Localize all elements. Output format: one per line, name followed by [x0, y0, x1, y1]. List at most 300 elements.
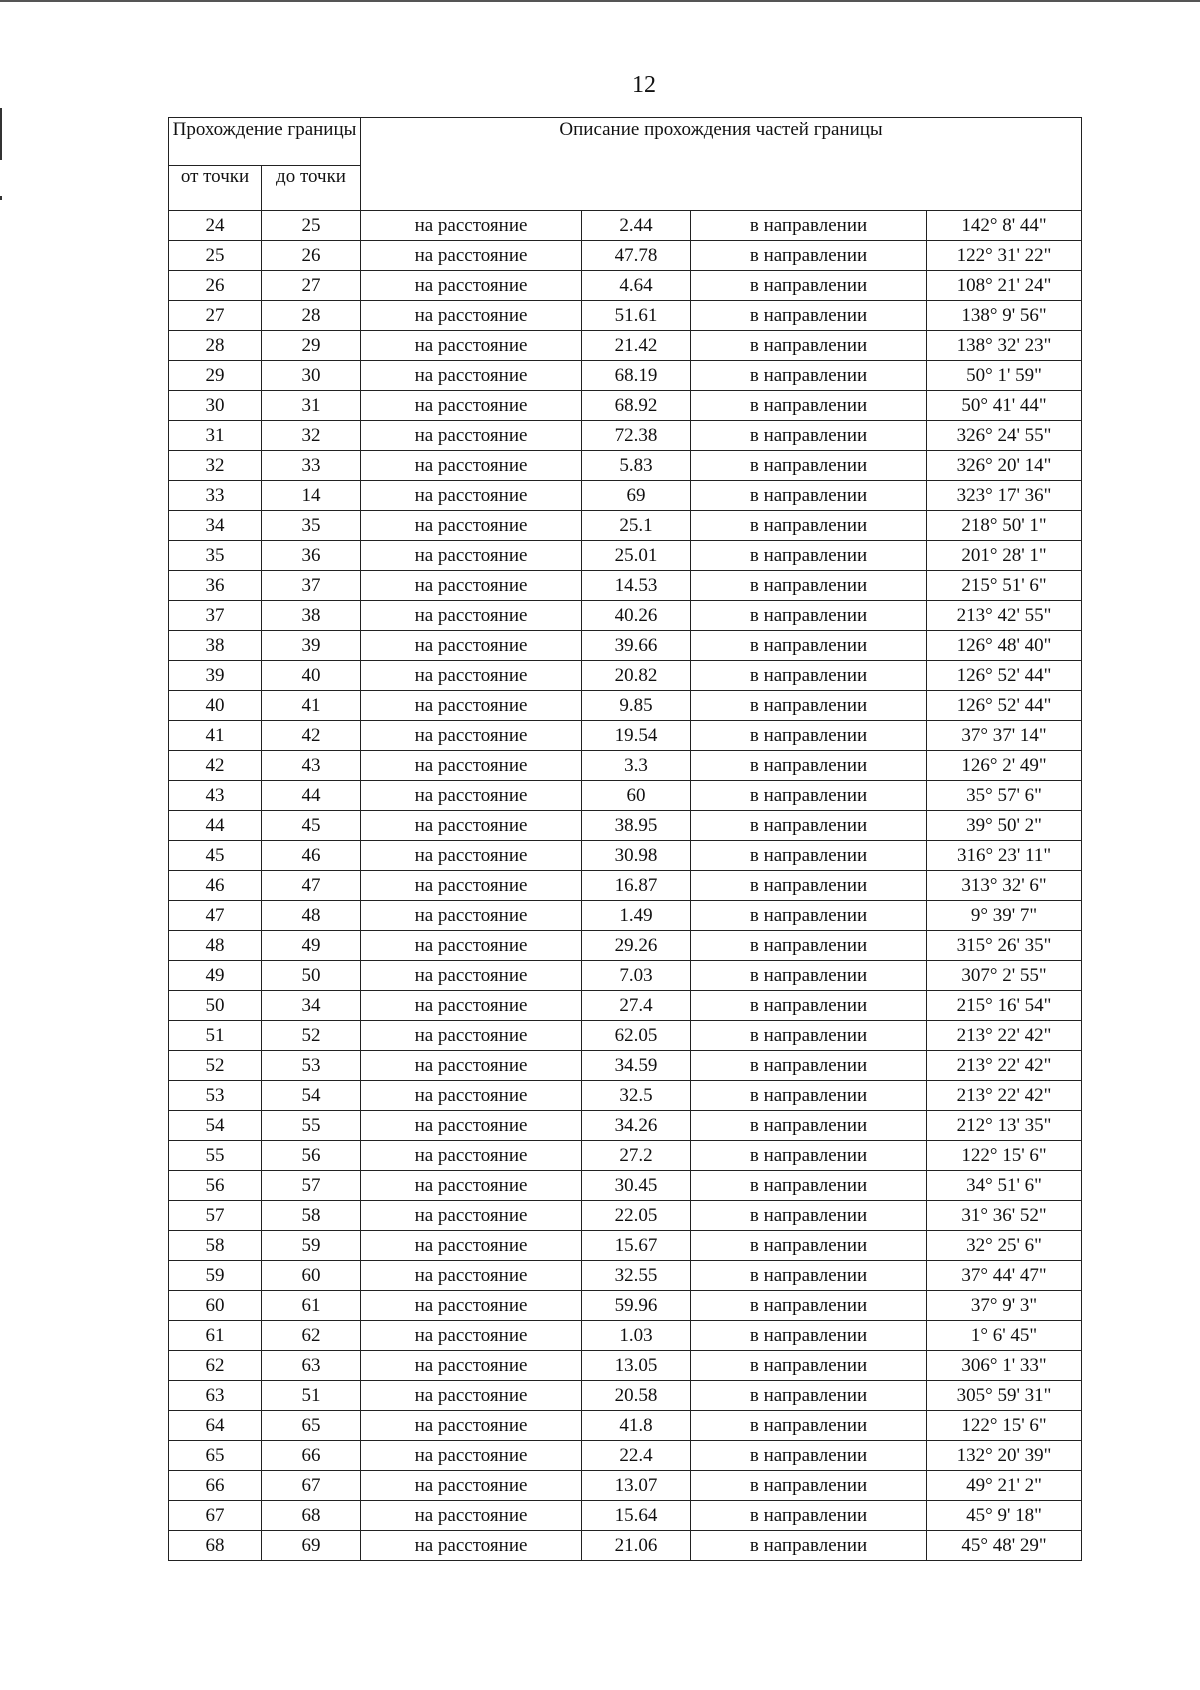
cell-direction-label: в направлении — [691, 481, 927, 511]
cell-to-point: 14 — [262, 481, 361, 511]
cell-distance-value: 51.61 — [582, 301, 691, 331]
cell-distance-value: 30.45 — [582, 1171, 691, 1201]
cell-from-point: 68 — [169, 1531, 262, 1561]
table-row — [169, 1381, 1082, 1411]
cell-direction-angle: 32° 25' 6" — [927, 1231, 1082, 1261]
cell-direction-angle: 138° 32' 23" — [927, 331, 1082, 361]
cell-direction-angle: 315° 26' 35" — [927, 931, 1082, 961]
cell-distance-value: 34.59 — [582, 1051, 691, 1081]
cell-from-point: 62 — [169, 1351, 262, 1381]
cell-direction-angle: 9° 39' 7" — [927, 901, 1082, 931]
cell-to-point: 41 — [262, 691, 361, 721]
cell-to-point: 56 — [262, 1141, 361, 1171]
cell-direction-angle: 306° 1' 33" — [927, 1351, 1082, 1381]
cell-distance-label: на расстояние — [361, 691, 582, 721]
cell-distance-label: на расстояние — [361, 1171, 582, 1201]
cell-distance-value: 20.82 — [582, 661, 691, 691]
table-row — [169, 1351, 1082, 1381]
cell-direction-angle: 45° 9' 18" — [927, 1501, 1082, 1531]
table-row — [169, 691, 1082, 721]
cell-distance-value: 38.95 — [582, 811, 691, 841]
cell-to-point: 39 — [262, 631, 361, 661]
cell-direction-angle: 122° 15' 6" — [927, 1141, 1082, 1171]
table-row — [169, 991, 1082, 1021]
cell-distance-label: на расстояние — [361, 1411, 582, 1441]
cell-distance-label: на расстояние — [361, 301, 582, 331]
cell-direction-angle: 34° 51' 6" — [927, 1171, 1082, 1201]
cell-from-point: 61 — [169, 1321, 262, 1351]
cell-distance-label: на расстояние — [361, 331, 582, 361]
cell-distance-label: на расстояние — [361, 1111, 582, 1141]
cell-distance-value: 21.06 — [582, 1531, 691, 1561]
cell-to-point: 44 — [262, 781, 361, 811]
cell-to-point: 29 — [262, 331, 361, 361]
cell-distance-value: 9.85 — [582, 691, 691, 721]
cell-distance-value: 15.67 — [582, 1231, 691, 1261]
cell-direction-label: в направлении — [691, 871, 927, 901]
table-row — [169, 661, 1082, 691]
cell-direction-angle: 108° 21' 24" — [927, 271, 1082, 301]
cell-from-point: 38 — [169, 631, 262, 661]
cell-distance-label: на расстояние — [361, 1531, 582, 1561]
cell-direction-label: в направлении — [691, 661, 927, 691]
cell-distance-label: на расстояние — [361, 241, 582, 271]
cell-from-point: 46 — [169, 871, 262, 901]
cell-direction-label: в направлении — [691, 391, 927, 421]
header-passage: Прохождение границы — [169, 118, 361, 166]
table-row — [169, 781, 1082, 811]
cell-to-point: 53 — [262, 1051, 361, 1081]
cell-direction-label: в направлении — [691, 1351, 927, 1381]
cell-distance-value: 13.05 — [582, 1351, 691, 1381]
cell-direction-label: в направлении — [691, 1321, 927, 1351]
cell-distance-label: на расстояние — [361, 841, 582, 871]
cell-direction-label: в направлении — [691, 511, 927, 541]
cell-distance-value: 30.98 — [582, 841, 691, 871]
cell-to-point: 38 — [262, 601, 361, 631]
cell-direction-angle: 132° 20' 39" — [927, 1441, 1082, 1471]
cell-to-point: 55 — [262, 1111, 361, 1141]
cell-direction-angle: 1° 6' 45" — [927, 1321, 1082, 1351]
cell-distance-value: 15.64 — [582, 1501, 691, 1531]
cell-direction-angle: 316° 23' 11" — [927, 841, 1082, 871]
cell-to-point: 67 — [262, 1471, 361, 1501]
cell-direction-angle: 326° 20' 14" — [927, 451, 1082, 481]
scan-top-rule — [0, 0, 1200, 2]
cell-distance-label: на расстояние — [361, 961, 582, 991]
cell-from-point: 63 — [169, 1381, 262, 1411]
cell-distance-value: 39.66 — [582, 631, 691, 661]
cell-direction-label: в направлении — [691, 631, 927, 661]
cell-distance-label: на расстояние — [361, 1351, 582, 1381]
cell-direction-angle: 122° 31' 22" — [927, 241, 1082, 271]
cell-direction-angle: 305° 59' 31" — [927, 1381, 1082, 1411]
cell-to-point: 63 — [262, 1351, 361, 1381]
cell-direction-angle: 126° 52' 44" — [927, 661, 1082, 691]
cell-distance-label: на расстояние — [361, 421, 582, 451]
cell-distance-label: на расстояние — [361, 1201, 582, 1231]
cell-direction-angle: 126° 2' 49" — [927, 751, 1082, 781]
cell-direction-angle: 201° 28' 1" — [927, 541, 1082, 571]
cell-to-point: 32 — [262, 421, 361, 451]
table-row — [169, 1111, 1082, 1141]
table-header — [169, 118, 1082, 211]
cell-distance-value: 7.03 — [582, 961, 691, 991]
cell-direction-label: в направлении — [691, 751, 927, 781]
cell-from-point: 25 — [169, 241, 262, 271]
cell-distance-label: на расстояние — [361, 1021, 582, 1051]
cell-from-point: 39 — [169, 661, 262, 691]
cell-direction-label: в направлении — [691, 1531, 927, 1561]
cell-distance-label: на расстояние — [361, 1231, 582, 1261]
table-row — [169, 271, 1082, 301]
table-row — [169, 1261, 1082, 1291]
cell-distance-label: на расстояние — [361, 271, 582, 301]
cell-from-point: 33 — [169, 481, 262, 511]
cell-to-point: 28 — [262, 301, 361, 331]
cell-distance-value: 21.42 — [582, 331, 691, 361]
cell-from-point: 57 — [169, 1201, 262, 1231]
cell-to-point: 54 — [262, 1081, 361, 1111]
cell-distance-value: 16.87 — [582, 871, 691, 901]
cell-direction-label: в направлении — [691, 1171, 927, 1201]
cell-direction-label: в направлении — [691, 421, 927, 451]
cell-distance-value: 1.03 — [582, 1321, 691, 1351]
table-row — [169, 961, 1082, 991]
cell-direction-label: в направлении — [691, 781, 927, 811]
cell-distance-label: на расстояние — [361, 1441, 582, 1471]
cell-to-point: 47 — [262, 871, 361, 901]
table-row — [169, 241, 1082, 271]
cell-distance-value: 29.26 — [582, 931, 691, 961]
cell-to-point: 33 — [262, 451, 361, 481]
cell-to-point: 31 — [262, 391, 361, 421]
table-row — [169, 1411, 1082, 1441]
cell-distance-label: на расстояние — [361, 1501, 582, 1531]
cell-direction-label: в направлении — [691, 1051, 927, 1081]
cell-direction-label: в направлении — [691, 451, 927, 481]
cell-distance-value: 5.83 — [582, 451, 691, 481]
cell-to-point: 27 — [262, 271, 361, 301]
cell-direction-angle: 213° 22' 42" — [927, 1051, 1082, 1081]
cell-from-point: 41 — [169, 721, 262, 751]
cell-from-point: 43 — [169, 781, 262, 811]
cell-distance-value: 59.96 — [582, 1291, 691, 1321]
cell-direction-label: в направлении — [691, 571, 927, 601]
table-row — [169, 1231, 1082, 1261]
table-row — [169, 751, 1082, 781]
cell-direction-label: в направлении — [691, 1021, 927, 1051]
table-row — [169, 331, 1082, 361]
cell-distance-value: 69 — [582, 481, 691, 511]
cell-to-point: 65 — [262, 1411, 361, 1441]
cell-to-point: 61 — [262, 1291, 361, 1321]
cell-from-point: 42 — [169, 751, 262, 781]
cell-distance-label: на расстояние — [361, 1381, 582, 1411]
cell-distance-value: 62.05 — [582, 1021, 691, 1051]
cell-distance-label: на расстояние — [361, 1321, 582, 1351]
cell-to-point: 60 — [262, 1261, 361, 1291]
cell-to-point: 59 — [262, 1231, 361, 1261]
cell-distance-value: 47.78 — [582, 241, 691, 271]
table-row — [169, 301, 1082, 331]
cell-from-point: 27 — [169, 301, 262, 331]
cell-distance-label: на расстояние — [361, 991, 582, 1021]
cell-direction-angle: 138° 9' 56" — [927, 301, 1082, 331]
cell-to-point: 49 — [262, 931, 361, 961]
cell-distance-value: 72.38 — [582, 421, 691, 451]
cell-to-point: 48 — [262, 901, 361, 931]
cell-from-point: 28 — [169, 331, 262, 361]
cell-direction-label: в направлении — [691, 691, 927, 721]
cell-from-point: 34 — [169, 511, 262, 541]
table-row — [169, 1291, 1082, 1321]
cell-to-point: 26 — [262, 241, 361, 271]
table-row — [169, 811, 1082, 841]
cell-direction-angle: 126° 52' 44" — [927, 691, 1082, 721]
cell-direction-label: в направлении — [691, 331, 927, 361]
cell-direction-angle: 212° 13' 35" — [927, 1111, 1082, 1141]
table-row — [169, 1441, 1082, 1471]
table-row — [169, 901, 1082, 931]
cell-from-point: 59 — [169, 1261, 262, 1291]
cell-distance-value: 27.2 — [582, 1141, 691, 1171]
cell-direction-angle: 37° 44' 47" — [927, 1261, 1082, 1291]
cell-distance-label: на расстояние — [361, 451, 582, 481]
cell-from-point: 40 — [169, 691, 262, 721]
table-row — [169, 481, 1082, 511]
cell-distance-value: 14.53 — [582, 571, 691, 601]
cell-to-point: 43 — [262, 751, 361, 781]
cell-to-point: 62 — [262, 1321, 361, 1351]
table-row — [169, 1081, 1082, 1111]
cell-direction-angle: 37° 9' 3" — [927, 1291, 1082, 1321]
cell-direction-label: в направлении — [691, 721, 927, 751]
cell-direction-angle: 142° 8' 44" — [927, 211, 1082, 241]
cell-distance-value: 25.1 — [582, 511, 691, 541]
cell-from-point: 47 — [169, 901, 262, 931]
cell-distance-value: 1.49 — [582, 901, 691, 931]
cell-direction-label: в направлении — [691, 271, 927, 301]
header-from-point: от точки — [169, 166, 262, 211]
cell-to-point: 46 — [262, 841, 361, 871]
cell-direction-label: в направлении — [691, 541, 927, 571]
cell-direction-angle: 213° 22' 42" — [927, 1081, 1082, 1111]
cell-distance-value: 19.54 — [582, 721, 691, 751]
cell-direction-label: в направлении — [691, 961, 927, 991]
cell-direction-label: в направлении — [691, 601, 927, 631]
cell-distance-value: 20.58 — [582, 1381, 691, 1411]
cell-distance-label: на расстояние — [361, 781, 582, 811]
table-body — [169, 211, 1082, 1561]
table-row — [169, 1501, 1082, 1531]
cell-direction-label: в направлении — [691, 1081, 927, 1111]
cell-distance-label: на расстояние — [361, 571, 582, 601]
cell-to-point: 42 — [262, 721, 361, 751]
cell-from-point: 37 — [169, 601, 262, 631]
cell-from-point: 35 — [169, 541, 262, 571]
cell-distance-label: на расстояние — [361, 1471, 582, 1501]
table-row — [169, 511, 1082, 541]
cell-distance-label: на расстояние — [361, 211, 582, 241]
table-row — [169, 841, 1082, 871]
cell-to-point: 58 — [262, 1201, 361, 1231]
cell-direction-angle: 213° 22' 42" — [927, 1021, 1082, 1051]
cell-direction-label: в направлении — [691, 361, 927, 391]
table-row — [169, 631, 1082, 661]
scan-binding-mark — [0, 108, 2, 160]
cell-distance-label: на расстояние — [361, 1051, 582, 1081]
table-row — [169, 541, 1082, 571]
table-row — [169, 391, 1082, 421]
cell-distance-label: на расстояние — [361, 631, 582, 661]
cell-distance-value: 68.19 — [582, 361, 691, 391]
cell-distance-label: на расстояние — [361, 1291, 582, 1321]
cell-to-point: 25 — [262, 211, 361, 241]
page-number: 12 — [632, 72, 656, 98]
cell-distance-label: на расстояние — [361, 661, 582, 691]
cell-direction-angle: 31° 36' 52" — [927, 1201, 1082, 1231]
cell-to-point: 30 — [262, 361, 361, 391]
cell-distance-label: на расстояние — [361, 481, 582, 511]
cell-direction-label: в направлении — [691, 1231, 927, 1261]
table-row — [169, 1471, 1082, 1501]
table-row — [169, 1141, 1082, 1171]
cell-distance-value: 22.4 — [582, 1441, 691, 1471]
cell-direction-angle: 326° 24' 55" — [927, 421, 1082, 451]
cell-from-point: 65 — [169, 1441, 262, 1471]
cell-from-point: 56 — [169, 1171, 262, 1201]
scan-binding-mark — [0, 196, 2, 200]
cell-distance-label: на расстояние — [361, 751, 582, 781]
table-row — [169, 1531, 1082, 1561]
cell-from-point: 66 — [169, 1471, 262, 1501]
cell-direction-label: в направлении — [691, 841, 927, 871]
cell-direction-label: в направлении — [691, 811, 927, 841]
cell-direction-angle: 122° 15' 6" — [927, 1411, 1082, 1441]
cell-direction-angle: 50° 41' 44" — [927, 391, 1082, 421]
cell-direction-angle: 213° 42' 55" — [927, 601, 1082, 631]
table-row — [169, 871, 1082, 901]
table-row — [169, 1051, 1082, 1081]
cell-distance-label: на расстояние — [361, 871, 582, 901]
cell-direction-angle: 323° 17' 36" — [927, 481, 1082, 511]
cell-direction-label: в направлении — [691, 1201, 927, 1231]
cell-direction-label: в направлении — [691, 1411, 927, 1441]
cell-direction-label: в направлении — [691, 1261, 927, 1291]
cell-from-point: 36 — [169, 571, 262, 601]
cell-distance-label: на расстояние — [361, 901, 582, 931]
cell-distance-value: 13.07 — [582, 1471, 691, 1501]
cell-direction-angle: 45° 48' 29" — [927, 1531, 1082, 1561]
cell-from-point: 51 — [169, 1021, 262, 1051]
cell-from-point: 44 — [169, 811, 262, 841]
cell-distance-value: 3.3 — [582, 751, 691, 781]
cell-from-point: 29 — [169, 361, 262, 391]
cell-from-point: 50 — [169, 991, 262, 1021]
table-row — [169, 571, 1082, 601]
cell-distance-label: на расстояние — [361, 1141, 582, 1171]
cell-direction-label: в направлении — [691, 1471, 927, 1501]
cell-to-point: 45 — [262, 811, 361, 841]
cell-direction-angle: 218° 50' 1" — [927, 511, 1082, 541]
cell-from-point: 58 — [169, 1231, 262, 1261]
cell-from-point: 49 — [169, 961, 262, 991]
cell-direction-angle: 49° 21' 2" — [927, 1471, 1082, 1501]
table-row — [169, 421, 1082, 451]
cell-direction-label: в направлении — [691, 1141, 927, 1171]
cell-distance-value: 32.5 — [582, 1081, 691, 1111]
cell-distance-label: на расстояние — [361, 361, 582, 391]
cell-from-point: 54 — [169, 1111, 262, 1141]
table-row — [169, 1021, 1082, 1051]
header-to-point: до точки — [262, 166, 361, 211]
cell-distance-label: на расстояние — [361, 511, 582, 541]
cell-direction-angle: 313° 32' 6" — [927, 871, 1082, 901]
cell-to-point: 66 — [262, 1441, 361, 1471]
cell-direction-angle: 50° 1' 59" — [927, 361, 1082, 391]
cell-from-point: 31 — [169, 421, 262, 451]
cell-from-point: 32 — [169, 451, 262, 481]
cell-to-point: 57 — [262, 1171, 361, 1201]
cell-direction-label: в направлении — [691, 211, 927, 241]
cell-from-point: 60 — [169, 1291, 262, 1321]
table-row — [169, 601, 1082, 631]
cell-direction-angle: 35° 57' 6" — [927, 781, 1082, 811]
cell-from-point: 26 — [169, 271, 262, 301]
cell-distance-value: 34.26 — [582, 1111, 691, 1141]
cell-distance-label: на расстояние — [361, 1081, 582, 1111]
cell-direction-label: в направлении — [691, 1291, 927, 1321]
cell-distance-value: 32.55 — [582, 1261, 691, 1291]
cell-distance-label: на расстояние — [361, 1261, 582, 1291]
cell-distance-value: 2.44 — [582, 211, 691, 241]
cell-from-point: 55 — [169, 1141, 262, 1171]
header-description: Описание прохождения частей границы — [361, 118, 1082, 211]
cell-to-point: 50 — [262, 961, 361, 991]
cell-from-point: 30 — [169, 391, 262, 421]
cell-distance-value: 25.01 — [582, 541, 691, 571]
cell-direction-angle: 215° 51' 6" — [927, 571, 1082, 601]
cell-to-point: 34 — [262, 991, 361, 1021]
cell-direction-angle: 126° 48' 40" — [927, 631, 1082, 661]
table-row — [169, 451, 1082, 481]
cell-distance-label: на расстояние — [361, 391, 582, 421]
cell-distance-value: 27.4 — [582, 991, 691, 1021]
cell-to-point: 51 — [262, 1381, 361, 1411]
cell-distance-label: на расстояние — [361, 541, 582, 571]
cell-to-point: 40 — [262, 661, 361, 691]
cell-direction-label: в направлении — [691, 1111, 927, 1141]
cell-distance-label: на расстояние — [361, 811, 582, 841]
table-row — [169, 721, 1082, 751]
cell-to-point: 35 — [262, 511, 361, 541]
cell-from-point: 48 — [169, 931, 262, 961]
cell-direction-label: в направлении — [691, 1501, 927, 1531]
cell-distance-value: 60 — [582, 781, 691, 811]
cell-to-point: 52 — [262, 1021, 361, 1051]
cell-direction-label: в направлении — [691, 1441, 927, 1471]
cell-to-point: 36 — [262, 541, 361, 571]
boundary-table — [168, 117, 1082, 1561]
cell-distance-label: на расстояние — [361, 601, 582, 631]
table-row — [169, 1321, 1082, 1351]
cell-distance-value: 68.92 — [582, 391, 691, 421]
cell-to-point: 37 — [262, 571, 361, 601]
cell-to-point: 69 — [262, 1531, 361, 1561]
cell-direction-angle: 307° 2' 55" — [927, 961, 1082, 991]
cell-direction-label: в направлении — [691, 901, 927, 931]
